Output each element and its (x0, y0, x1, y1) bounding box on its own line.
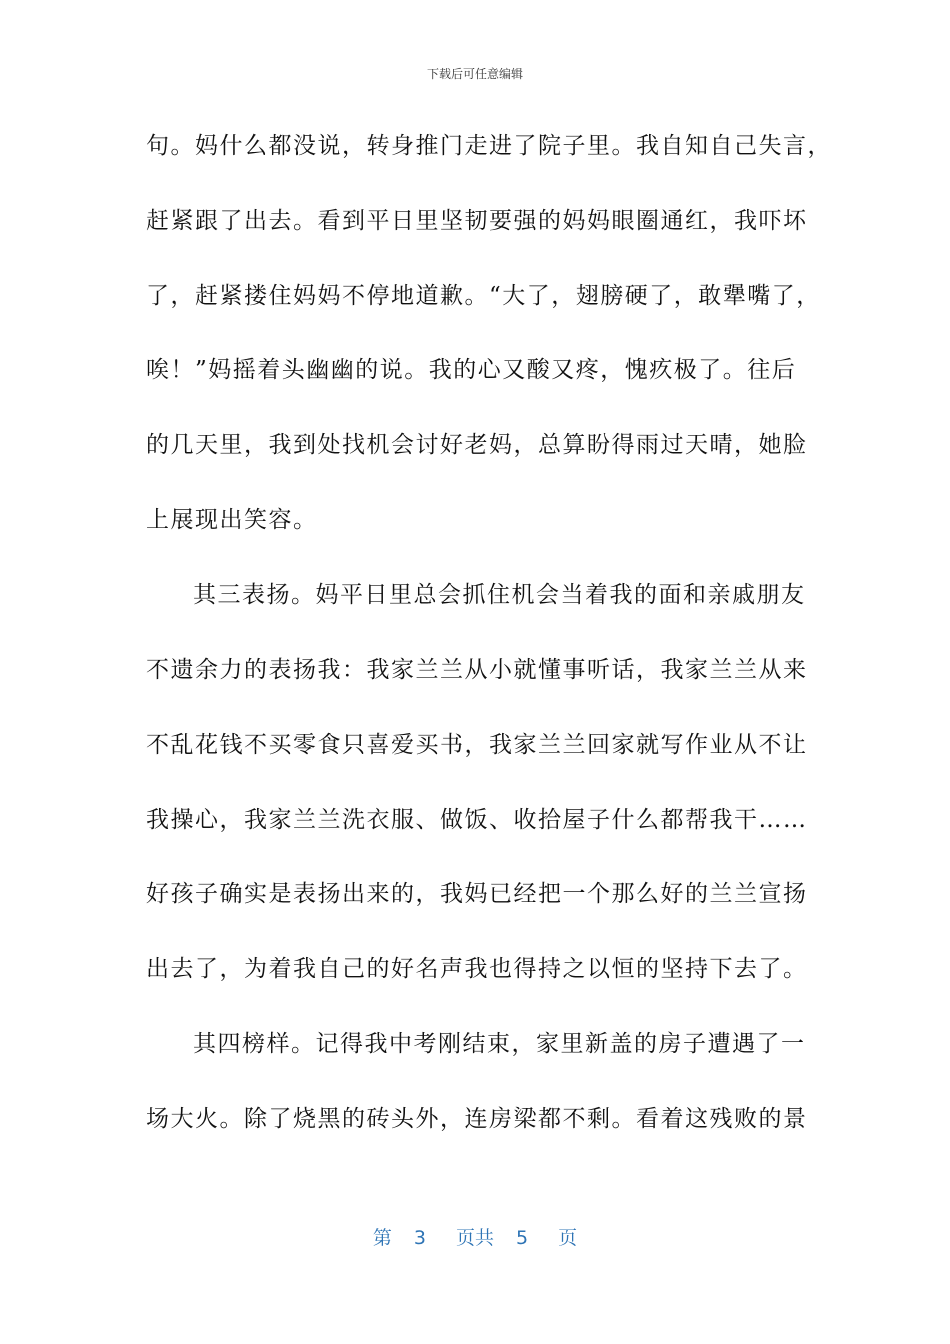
paragraph-line: 了，赶紧搂住妈妈不停地道歉。“大了，翅膀硬了，敢犟嘴了， (146, 283, 821, 309)
paragraph-line: 的几天里，我到处找机会讨好老妈，总算盼得雨过天晴，她脸 (146, 432, 808, 458)
paragraph-line: 不乱花钱不买零食只喜爱买书，我家兰兰回家就写作业从不让 (146, 732, 808, 758)
paragraph-first-line: 其三表扬。妈平日里总会抓住机会当着我的面和亲戚朋友 (193, 582, 806, 608)
page-label-prefix: 第 (372, 1227, 392, 1249)
current-page-number: 3 (413, 1227, 426, 1249)
paragraph-line: 赶紧跟了出去。看到平日里坚韧要强的妈妈眼圈通红，我吓坏 (146, 208, 808, 234)
paragraph-line: 句。妈什么都没说，转身推门走进了院子里。我自知自己失言， (146, 133, 832, 159)
page-header-note: 下载后可任意编辑 (426, 67, 523, 81)
page-label-suffix: 页 (558, 1227, 578, 1249)
total-pages-number: 5 (516, 1227, 529, 1249)
paragraph-line: 场大火。除了烧黑的砖头外，连房梁都不剩。看着这残败的景 (146, 1106, 808, 1132)
paragraph-line: 我操心，我家兰兰洗衣服、做饭、收拾屋子什么都帮我干…… (146, 807, 808, 833)
page-label-middle: 页共 (455, 1227, 494, 1249)
paragraph-line: 唉！”妈摇着头幽幽的说。我的心又酸又疼，愧疚极了。往后 (146, 357, 797, 383)
page-footer (0, 1226, 950, 1250)
paragraph-line: 出去了，为着我自己的好名声我也得持之以恒的坚持下去了。 (146, 956, 808, 982)
paragraph-line: 不遗余力的表扬我：我家兰兰从小就懂事听话，我家兰兰从来 (146, 657, 808, 683)
paragraph-line: 上展现出笑容。 (146, 507, 318, 533)
paragraph-first-line: 其四榜样。记得我中考刚结束，家里新盖的房子遭遇了一 (193, 1031, 806, 1057)
paragraph-line: 好孩子确实是表扬出来的，我妈已经把一个那么好的兰兰宣扬 (146, 881, 808, 907)
